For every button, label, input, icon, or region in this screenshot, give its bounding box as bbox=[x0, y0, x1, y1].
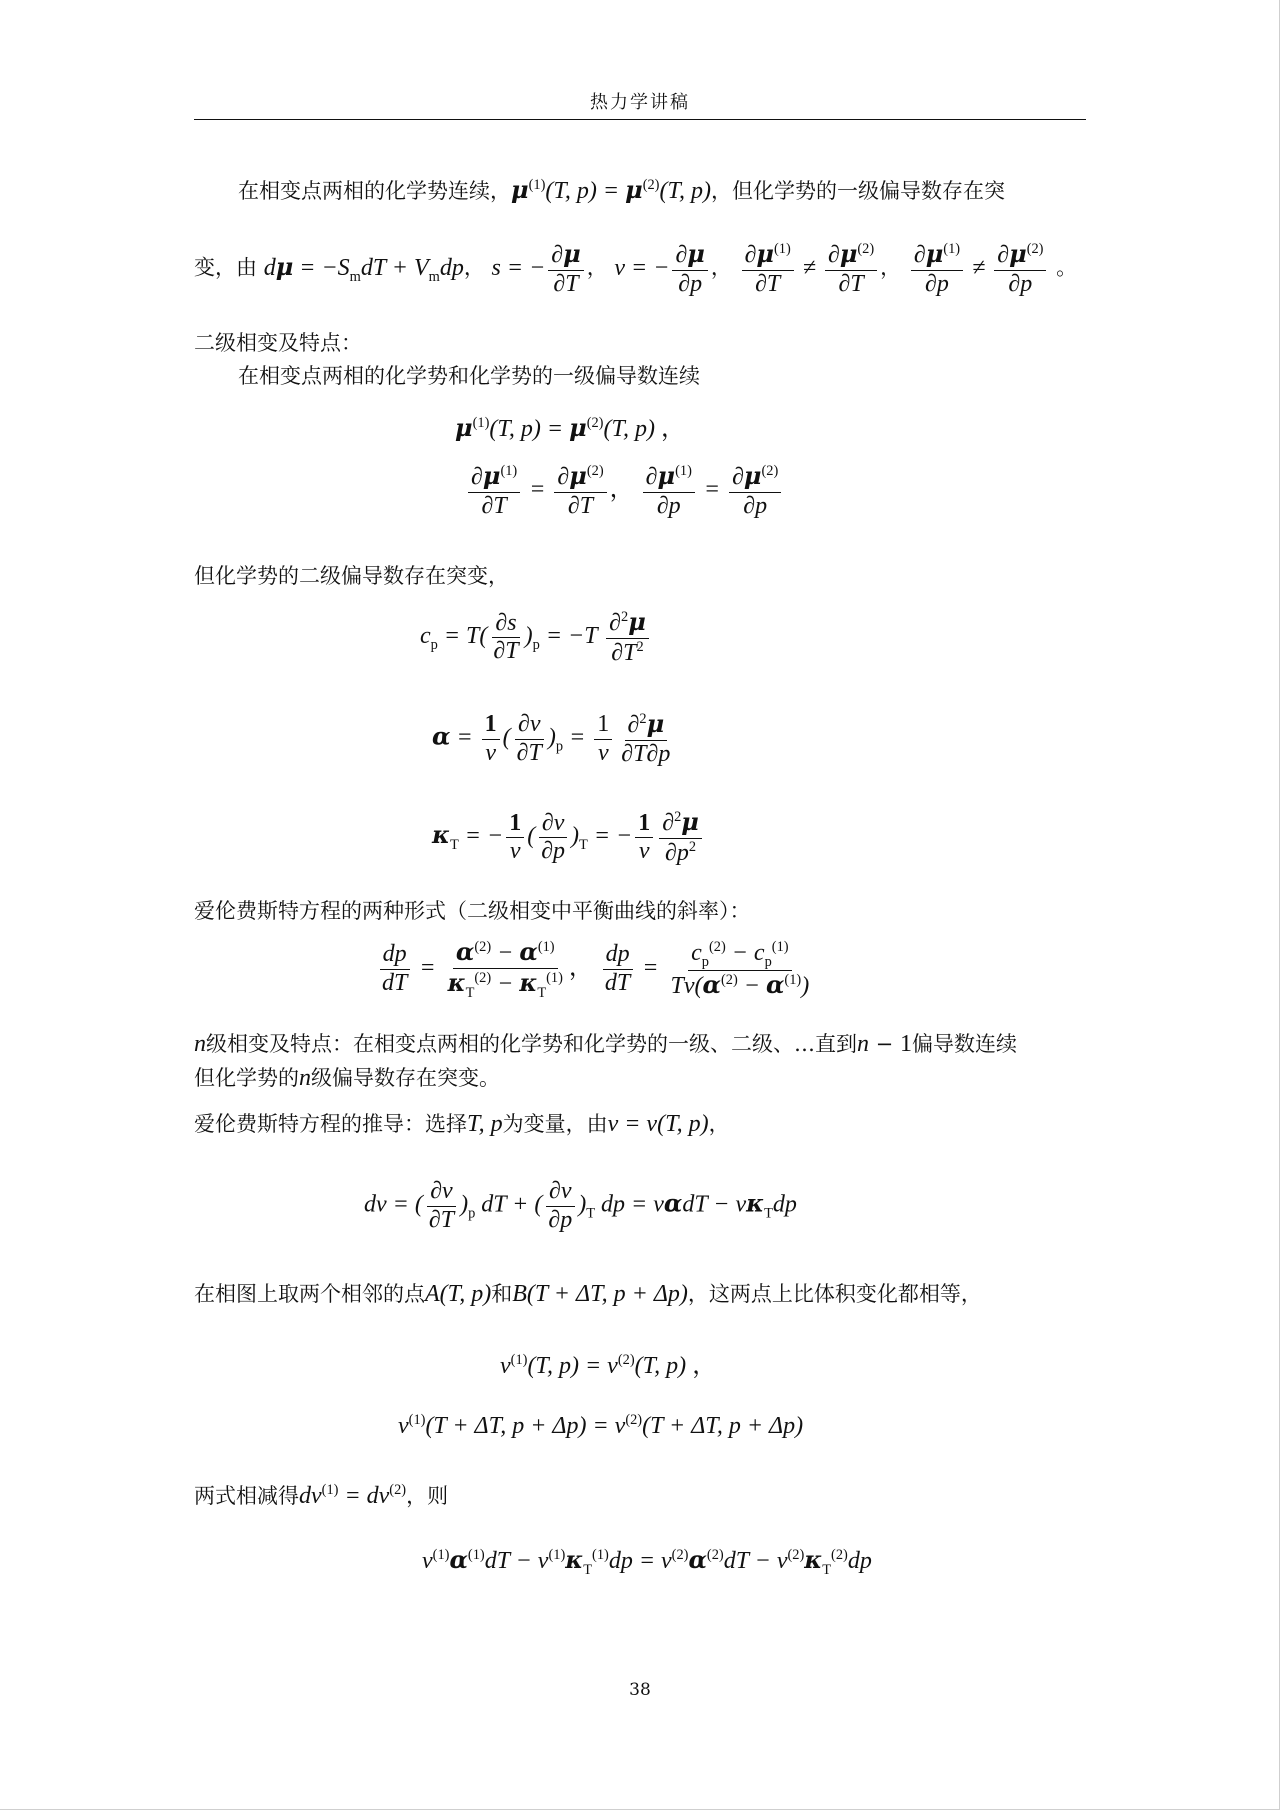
section-second-order-body: 在相变点两相的化学势和化学势的一级偏导数连续 bbox=[238, 364, 700, 388]
running-header: 热力学讲稿 bbox=[590, 92, 690, 113]
section-nth-order-line1: n级相变及特点：在相变点两相的化学势和化学势的一级、二级、…直到n − 1偏导数连续 bbox=[194, 1031, 1017, 1057]
paragraph-first-order-line1: 在相变点两相的化学势连续，$\mu^{(1)}(T$, $p) = \mu^{(2)}(T$, p)，但化学势的一级偏导数存在突 bbox=[238, 175, 1006, 204]
header-rule bbox=[194, 119, 1086, 120]
equation-entropy: s = − $\frac{\partial\mu}{\partial T}$ bbox=[492, 255, 587, 281]
equation-dmu-dT-jump: $\frac{\partial\mu^{(1)}}{\partial T}$ ≠ $\frac{\partial\mu^{(2)}}{\partial T}$ bbox=[739, 255, 881, 281]
equation-dv: dv = ( $\frac{\partial v}{\partial T}$ )$_p$ dT + ( $\frac{\partial v}{\partial p}$ )$_T$ dp = $v\alpha dT - v\kappa_Tdp$ bbox=[364, 1178, 797, 1233]
paragraph-derivation: 爱伦费斯特方程的推导：选择T, p为变量，由v = v(T, p)， bbox=[194, 1111, 730, 1137]
equation-gibbs-duhem: $d\mu = -S_mdT + V_mdp$ bbox=[263, 251, 464, 285]
equation-dmu-dp-jump: $\frac{\partial\mu^{(1)}}{\partial p}$ ≠ $\frac{\partial\mu^{(2)}}{\partial p}$ bbox=[908, 255, 1050, 281]
equation-ehrenfest: $\frac{dp}{dT}$ = $\frac{\alpha^{(2)} - \alpha^{(1)}}{\kappa_T^{(2)} - \kappa_T^{(1)}}$ ， $\frac{dp}{dT}$ = $\frac{c_p^{(2)} - c_p^{(1)}}{Tv(\alpha^{(2)} - \alpha^{(1)})}$ bbox=[376, 938, 815, 1001]
equation-volume: v = − $\frac{\partial\mu}{\partial p}$ bbox=[614, 255, 710, 281]
equation-heat-capacity: $c_p = T$( $\frac{\partial s}{\partial T}$ )$_p = -T$ $\frac{\partial^2\mu}{\partial T^2}$ bbox=[420, 608, 652, 667]
equation-compressibility: $\kappa_T$ = − $\frac{1}{v}$ ( $\frac{\partial v}{\partial p}$ )$_T$ = − $\frac{1}{v}$ $\frac{\partial^2\mu}{\partial p^2}$ bbox=[432, 808, 705, 867]
equation-volume-equal: $v^{(1)}(T$, $p) = v^{(2)}(T$, p) ， bbox=[500, 1352, 717, 1379]
paragraph-subtract: 两式相减得$dv^{(1)} = dv^{(2)}$，则 bbox=[194, 1482, 449, 1509]
equation-mu-continuity: $\mu^{(1)}(T$, $p) = \mu^{(2)}(T$, p) bbox=[511, 175, 712, 204]
section-ehrenfest-title: 爱伦费斯特方程的两种形式（二级相变中平衡曲线的斜率）： bbox=[194, 899, 751, 923]
paragraph-second-derivative-jump: 但化学势的二级偏导数存在突变， bbox=[194, 564, 509, 588]
equation-final: $v^{(1)}\alpha^{(1)}dT - v^{(1)}\kappa_T^{(1)}dp = v^{(2)}\alpha^{(2)}dT - v^{(2)}\kappa_T^{(2)}dp$ bbox=[422, 1545, 872, 1578]
section-nth-order-line2: 但化学势的n级偏导数存在突变。 bbox=[194, 1065, 500, 1091]
equation-first-derivatives-continuous: $\frac{\partial\mu^{(1)}}{\partial T}$ = $\frac{\partial\mu^{(2)}}{\partial T}$ ， $\frac{\partial\mu^{(1)}}{\partial p}$ = $\frac{\partial\mu^{(2)}}{\partial p}$ bbox=[465, 462, 784, 520]
page-number: 38 bbox=[629, 1680, 651, 1700]
equation-mu-continuity-2: $\mu^{(1)}(T$, $p) = \mu^{(2)}(T$, p) ， bbox=[455, 413, 686, 442]
equation-volume-equal-shifted: $v^{(1)}(T + \Delta T$, $p + \Delta p) = v^{(2)}(T + \Delta T$, p + Δp) bbox=[398, 1412, 804, 1439]
equation-expansion-coefficient: α = $\frac{1}{v}$ ( $\frac{\partial v}{\partial T}$ )$_p$ = $\frac{1}{v}$ $\frac{\partial^2\mu}{\partial T\partial p}$ bbox=[432, 709, 671, 767]
paragraph-two-points: 在相图上取两个相邻的点A(T, p)和B(T + ΔT, p + Δp)，这两点上比体积变化都相等， bbox=[194, 1281, 982, 1307]
paragraph-first-order-line2: 变，由 $d\mu = -S_mdT + V_mdp$， s = − $\frac{\partial\mu}{\partial T}$ ， v = − $\frac{\partial\mu}{\partial p}$ ， $\frac{\partial\mu^{(1)}}{\partial T}$ ≠ $\frac{\partial\mu^{(2)}}{\partial T}$ ， $\frac{\partial\mu^{(1)}}{\partial p}$ ≠ $\frac{\partial\mu^{(2)}}{\partial p}$ 。 bbox=[194, 239, 1078, 297]
section-second-order-title: 二级相变及特点： bbox=[194, 331, 362, 355]
